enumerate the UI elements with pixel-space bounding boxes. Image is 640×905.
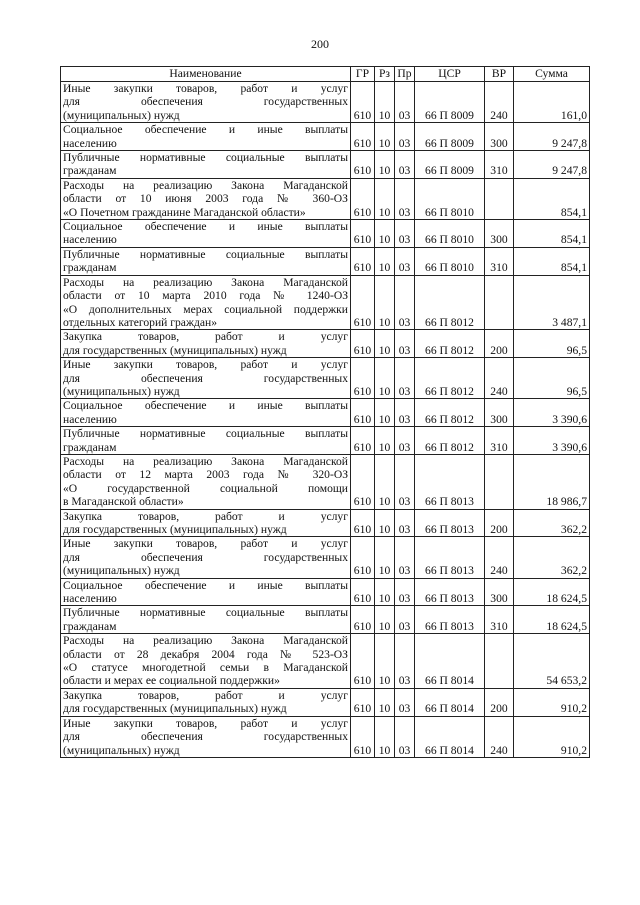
row-name (61, 688, 351, 716)
header-gr: ГР (351, 67, 375, 82)
row-vr: 310 (485, 606, 514, 634)
row-vr: 300 (485, 399, 514, 427)
row-csr: 66 П 8012 (415, 275, 485, 330)
table-row (61, 330, 590, 358)
row-sum: 910,2 (514, 716, 590, 757)
header-vr: ВР (485, 67, 514, 82)
row-sum: 3 390,6 (514, 399, 590, 427)
row-name-line: гражданам (63, 440, 117, 454)
row-name-line: Расходы на реализацию Закона Магаданской (63, 634, 348, 648)
row-csr: 66 П 8013 (415, 606, 485, 634)
row-name-line: для государственных (муниципальных) нужд (63, 702, 287, 716)
row-pr: 03 (395, 509, 415, 537)
row-gr: 610 (351, 82, 375, 123)
row-csr: 66 П 8009 (415, 151, 485, 179)
row-rz: 10 (375, 247, 395, 275)
row-name-line: Закупка товаров, работ и услуг (63, 688, 348, 702)
row-name-line: для государственных (муниципальных) нужд (63, 523, 287, 536)
row-name-line: Иные закупки товаров, работ и услуг (63, 358, 348, 372)
row-name-line: области от 10 июня 2003 года № 360-ОЗ (63, 192, 348, 206)
row-gr: 610 (351, 634, 375, 689)
row-name-line: Закупка товаров, работ и услуг (63, 330, 348, 344)
row-sum: 362,2 (514, 537, 590, 578)
row-rz: 10 (375, 330, 395, 358)
table-row (61, 634, 590, 689)
table-row (61, 247, 590, 275)
row-rz: 10 (375, 358, 395, 399)
row-name-line: в Магаданской области» (63, 495, 184, 509)
row-name (61, 427, 351, 455)
row-pr: 03 (395, 123, 415, 151)
row-csr: 66 П 8013 (415, 578, 485, 606)
row-name-line: (муниципальных) нужд (63, 108, 180, 122)
row-vr (485, 275, 514, 330)
table-header-row (61, 67, 590, 82)
row-csr: 66 П 8013 (415, 509, 485, 537)
row-name-line: отдельных категорий граждан» (63, 315, 218, 329)
row-name-line: Публичные нормативные социальные выплаты (63, 151, 348, 165)
row-vr: 200 (485, 509, 514, 537)
row-name-line: Расходы на реализацию Закона Магаданской (63, 454, 348, 468)
row-name-line: области от 12 марта 2003 года № 320-ОЗ (63, 468, 348, 482)
row-sum: 3 487,1 (514, 275, 590, 330)
row-gr: 610 (351, 509, 375, 537)
row-sum: 161,0 (514, 82, 590, 123)
row-rz: 10 (375, 123, 395, 151)
row-rz: 10 (375, 537, 395, 578)
row-name-line: Иные закупки товаров, работ и услуг (63, 716, 348, 730)
row-sum: 854,1 (514, 178, 590, 219)
row-gr: 610 (351, 427, 375, 455)
row-rz: 10 (375, 716, 395, 757)
row-rz: 10 (375, 399, 395, 427)
table-row (61, 427, 590, 455)
row-name (61, 358, 351, 399)
row-sum: 9 247,8 (514, 151, 590, 179)
row-name-line: Социальное обеспечение и иные выплаты (63, 123, 348, 137)
row-rz: 10 (375, 606, 395, 634)
row-sum: 54 653,2 (514, 634, 590, 689)
row-csr: 66 П 8012 (415, 399, 485, 427)
header-name: Наименование (61, 67, 351, 82)
row-name-line: Расходы на реализацию Закона Магаданской (63, 178, 348, 192)
row-name (61, 454, 351, 509)
row-pr: 03 (395, 688, 415, 716)
row-name-line: Публичные нормативные социальные выплаты (63, 427, 348, 441)
row-name (61, 123, 351, 151)
row-name (61, 178, 351, 219)
row-sum: 18 624,5 (514, 606, 590, 634)
row-name (61, 247, 351, 275)
row-gr: 610 (351, 454, 375, 509)
row-name-line: населению (63, 592, 117, 606)
row-csr: 66 П 8014 (415, 634, 485, 689)
header-sum: Сумма (514, 67, 590, 82)
header-rz: Рз (375, 67, 395, 82)
row-sum: 9 247,8 (514, 123, 590, 151)
row-vr (485, 454, 514, 509)
table-row (61, 688, 590, 716)
row-sum: 362,2 (514, 509, 590, 537)
row-name-line: «О дополнительных мерах социальной поддержки (63, 302, 348, 316)
row-csr: 66 П 8010 (415, 220, 485, 248)
table-row (61, 537, 590, 578)
table-row (61, 358, 590, 399)
row-name-line: Социальное обеспечение и иные выплаты (63, 399, 348, 413)
row-gr: 610 (351, 716, 375, 757)
row-sum: 96,5 (514, 358, 590, 399)
row-rz: 10 (375, 578, 395, 606)
row-csr: 66 П 8009 (415, 82, 485, 123)
row-name-line: (муниципальных) нужд (63, 384, 180, 398)
row-name-line: области от 28 декабря 2004 года № 523-ОЗ (63, 647, 348, 661)
row-pr: 03 (395, 358, 415, 399)
table-row (61, 716, 590, 757)
row-sum: 910,2 (514, 688, 590, 716)
row-name (61, 509, 351, 537)
row-name-line: области и мерах ее социальной поддержки» (63, 674, 280, 688)
row-name-line: «О Почетном гражданине Магаданской области» (63, 205, 306, 219)
row-gr: 610 (351, 178, 375, 219)
row-name (61, 220, 351, 248)
row-vr: 200 (485, 330, 514, 358)
row-rz: 10 (375, 220, 395, 248)
table-row (61, 275, 590, 330)
table-row (61, 578, 590, 606)
row-vr: 310 (485, 247, 514, 275)
row-gr: 610 (351, 275, 375, 330)
row-csr: 66 П 8012 (415, 427, 485, 455)
table-row (61, 151, 590, 179)
row-vr: 300 (485, 123, 514, 151)
row-name (61, 606, 351, 634)
table-row (61, 399, 590, 427)
row-csr: 66 П 8009 (415, 123, 485, 151)
row-name-line: (муниципальных) нужд (63, 743, 180, 757)
row-name-line: для обеспечения государственных (63, 550, 348, 564)
row-sum: 18 986,7 (514, 454, 590, 509)
row-pr: 03 (395, 716, 415, 757)
row-vr: 200 (485, 688, 514, 716)
row-gr: 610 (351, 537, 375, 578)
row-name-line: «О статусе многодетной семьи в Магаданской (63, 661, 348, 675)
row-sum: 3 390,6 (514, 427, 590, 455)
budget-table (60, 66, 590, 758)
row-name-line: Закупка товаров, работ и услуг (63, 509, 348, 523)
row-vr: 240 (485, 537, 514, 578)
row-name-line: «О государственной социальной помощи (63, 481, 348, 495)
row-name (61, 578, 351, 606)
row-name-line: (муниципальных) нужд (63, 564, 180, 578)
row-vr: 240 (485, 82, 514, 123)
row-csr: 66 П 8010 (415, 178, 485, 219)
row-gr: 610 (351, 578, 375, 606)
row-pr: 03 (395, 330, 415, 358)
row-rz: 10 (375, 509, 395, 537)
row-name-line: для обеспечения государственных (63, 95, 348, 109)
row-sum: 854,1 (514, 220, 590, 248)
row-sum: 18 624,5 (514, 578, 590, 606)
row-name (61, 634, 351, 689)
page-number: 200 (311, 37, 329, 51)
row-name-line: области от 10 марта 2010 года № 1240-ОЗ (63, 289, 348, 303)
row-gr: 610 (351, 247, 375, 275)
row-gr: 610 (351, 688, 375, 716)
table-body (61, 82, 590, 758)
table-row (61, 606, 590, 634)
row-name-line: для государственных (муниципальных) нужд (63, 343, 287, 357)
row-rz: 10 (375, 178, 395, 219)
row-pr: 03 (395, 399, 415, 427)
header-pr: Пр (395, 67, 415, 82)
header-csr: ЦСР (415, 67, 485, 82)
row-gr: 610 (351, 220, 375, 248)
row-name (61, 151, 351, 179)
row-csr: 66 П 8013 (415, 454, 485, 509)
row-gr: 610 (351, 399, 375, 427)
row-name-line: гражданам (63, 619, 117, 633)
row-gr: 610 (351, 330, 375, 358)
row-vr: 310 (485, 151, 514, 179)
row-vr (485, 634, 514, 689)
row-csr: 66 П 8014 (415, 716, 485, 757)
table-row (61, 220, 590, 248)
row-csr: 66 П 8012 (415, 330, 485, 358)
row-name-line: гражданам (63, 164, 117, 178)
row-pr: 03 (395, 247, 415, 275)
table-row (61, 178, 590, 219)
row-name-line: для обеспечения государственных (63, 730, 348, 744)
row-sum: 854,1 (514, 247, 590, 275)
row-vr: 240 (485, 716, 514, 757)
row-name-line: Иные закупки товаров, работ и услуг (63, 537, 348, 551)
row-pr: 03 (395, 606, 415, 634)
row-pr: 03 (395, 82, 415, 123)
row-name (61, 275, 351, 330)
row-gr: 610 (351, 606, 375, 634)
row-pr: 03 (395, 151, 415, 179)
row-vr: 300 (485, 578, 514, 606)
row-pr: 03 (395, 634, 415, 689)
row-name-line: Социальное обеспечение и иные выплаты (63, 220, 348, 234)
row-name (61, 330, 351, 358)
row-name-line: Иные закупки товаров, работ и услуг (63, 82, 348, 95)
row-rz: 10 (375, 454, 395, 509)
row-rz: 10 (375, 275, 395, 330)
row-rz: 10 (375, 688, 395, 716)
row-pr: 03 (395, 178, 415, 219)
row-name (61, 537, 351, 578)
row-pr: 03 (395, 454, 415, 509)
row-sum: 96,5 (514, 330, 590, 358)
row-name-line: Социальное обеспечение и иные выплаты (63, 578, 348, 592)
row-csr: 66 П 8014 (415, 688, 485, 716)
row-csr: 66 П 8010 (415, 247, 485, 275)
row-name-line: Публичные нормативные социальные выплаты (63, 247, 348, 261)
row-name (61, 399, 351, 427)
row-vr: 300 (485, 220, 514, 248)
row-rz: 10 (375, 151, 395, 179)
row-name-line: Публичные нормативные социальные выплаты (63, 606, 348, 620)
row-name-line: Расходы на реализацию Закона Магаданской (63, 275, 348, 289)
row-vr (485, 178, 514, 219)
row-vr: 240 (485, 358, 514, 399)
row-gr: 610 (351, 151, 375, 179)
row-name-line: для обеспечения государственных (63, 371, 348, 385)
row-gr: 610 (351, 358, 375, 399)
table-row (61, 82, 590, 123)
row-name (61, 716, 351, 757)
row-gr: 610 (351, 123, 375, 151)
row-pr: 03 (395, 578, 415, 606)
row-name-line: населению (63, 412, 117, 426)
table-row (61, 454, 590, 509)
row-pr: 03 (395, 220, 415, 248)
row-name-line: гражданам (63, 261, 117, 275)
row-vr: 310 (485, 427, 514, 455)
row-csr: 66 П 8012 (415, 358, 485, 399)
row-csr: 66 П 8013 (415, 537, 485, 578)
row-name-line: населению (63, 233, 117, 247)
row-rz: 10 (375, 634, 395, 689)
row-pr: 03 (395, 427, 415, 455)
row-rz: 10 (375, 427, 395, 455)
table-row (61, 509, 590, 537)
row-name (61, 82, 351, 123)
row-name-line: населению (63, 136, 117, 150)
row-pr: 03 (395, 537, 415, 578)
table-row (61, 123, 590, 151)
row-pr: 03 (395, 275, 415, 330)
row-rz: 10 (375, 82, 395, 123)
